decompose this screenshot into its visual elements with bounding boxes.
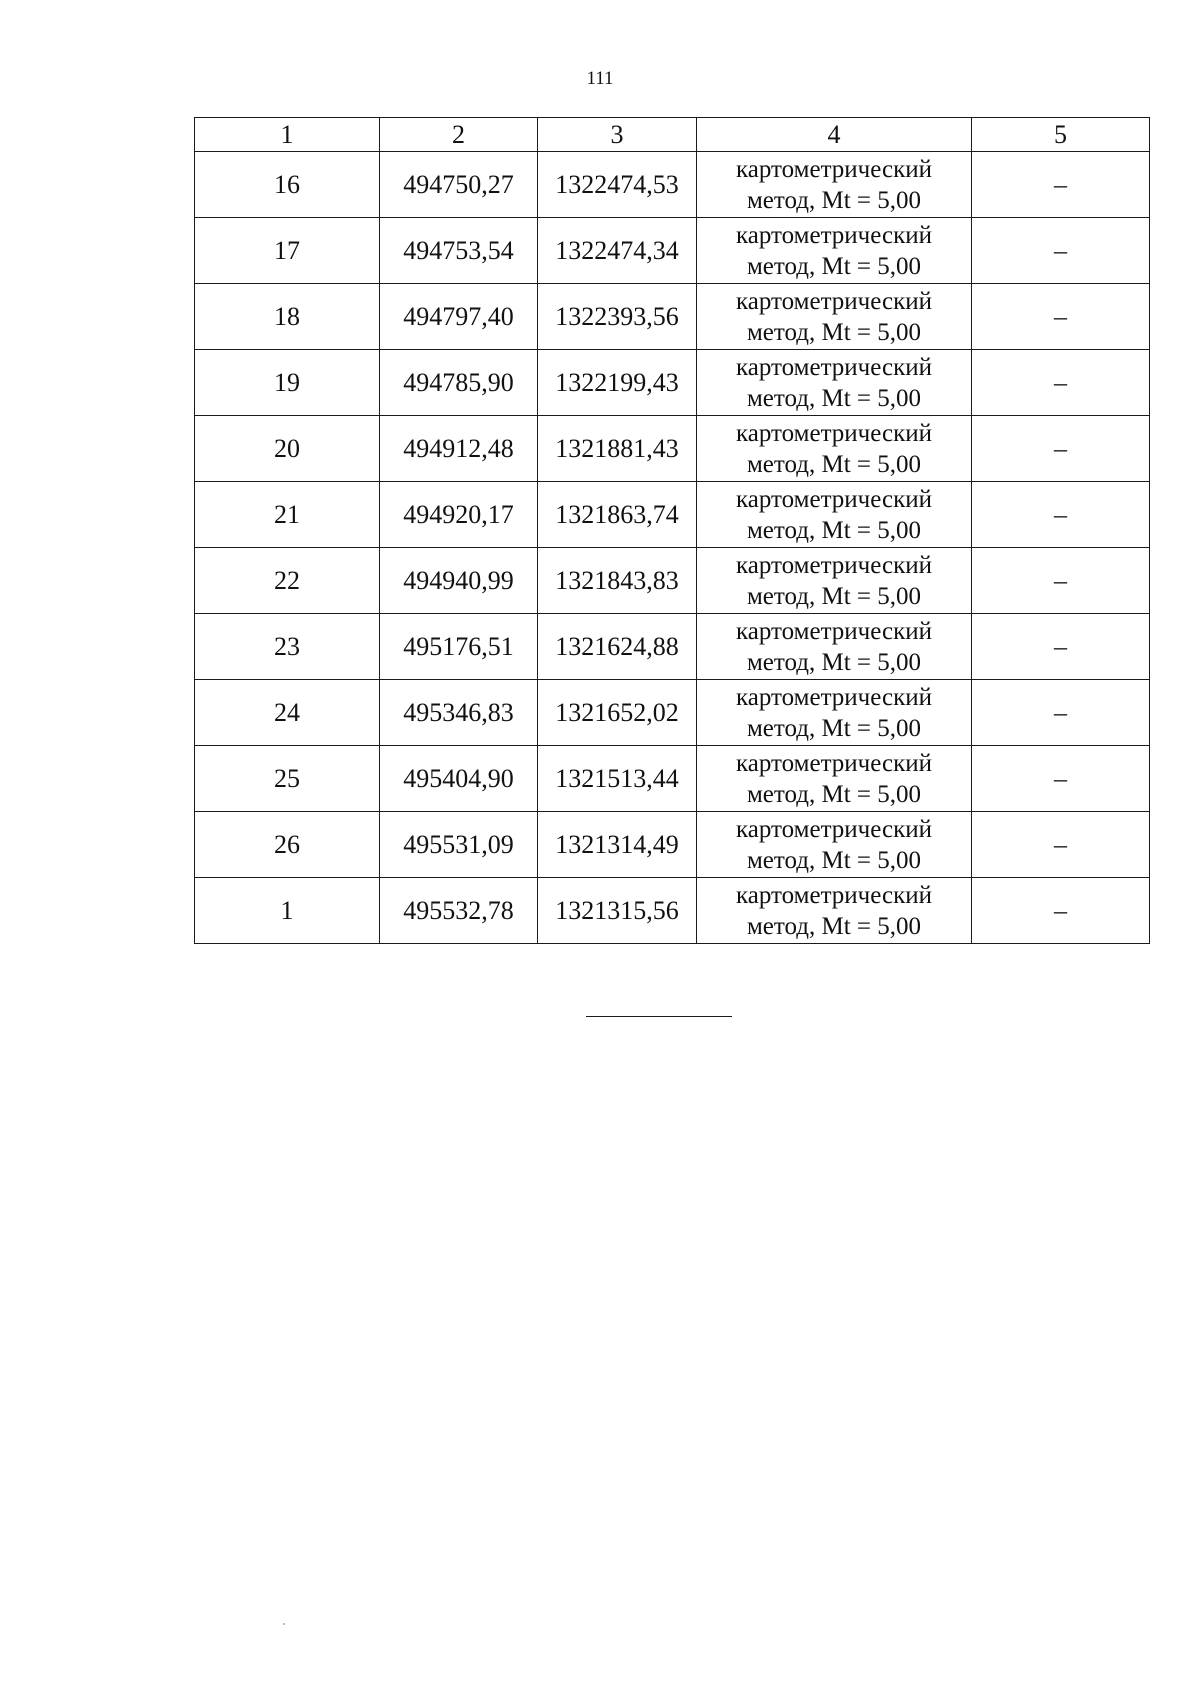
- method-line-1: картометрический: [736, 287, 932, 315]
- y-coordinate-cell: 1321513,44: [538, 746, 697, 812]
- x-coordinate-cell: 495404,90: [380, 746, 538, 812]
- y-coordinate-cell: 1321652,02: [538, 680, 697, 746]
- method-cell: [697, 284, 972, 350]
- note-cell: –: [972, 218, 1150, 284]
- y-coordinate-cell: 1321314,49: [538, 812, 697, 878]
- method-line-2: метод, Mt = 5,00: [746, 186, 922, 214]
- y-coordinate-cell: 1322474,34: [538, 218, 697, 284]
- method-cell: [697, 152, 972, 218]
- scan-speck: [283, 1623, 285, 1625]
- y-coordinate-cell: 1322199,43: [538, 350, 697, 416]
- note-cell: –: [972, 350, 1150, 416]
- note-cell: –: [972, 416, 1150, 482]
- x-coordinate-cell: 494912,48: [380, 416, 538, 482]
- method-line-2: метод, Mt = 5,00: [746, 912, 922, 940]
- column-header-1: 1: [195, 118, 380, 152]
- method-cell: [697, 350, 972, 416]
- note-cell: –: [972, 812, 1150, 878]
- point-number-cell: 1: [195, 878, 380, 944]
- method-line-2: метод, Mt = 5,00: [746, 648, 922, 676]
- x-coordinate-cell: 494940,99: [380, 548, 538, 614]
- method-line-1: картометрический: [736, 749, 932, 777]
- point-number-cell: 24: [195, 680, 380, 746]
- column-header-2: 2: [380, 118, 538, 152]
- method-line-1: картометрический: [736, 419, 932, 447]
- table-row: [195, 350, 1150, 416]
- point-number-cell: 16: [195, 152, 380, 218]
- x-coordinate-cell: 495176,51: [380, 614, 538, 680]
- column-header-4: 4: [697, 118, 972, 152]
- point-number-cell: 19: [195, 350, 380, 416]
- point-number-cell: 18: [195, 284, 380, 350]
- method-line-2: метод, Mt = 5,00: [746, 846, 922, 874]
- table-row: [195, 284, 1150, 350]
- point-number-cell: 21: [195, 482, 380, 548]
- point-number-cell: 17: [195, 218, 380, 284]
- method-line-1: картометрический: [736, 485, 932, 513]
- method-line-2: метод, Mt = 5,00: [746, 714, 922, 742]
- x-coordinate-cell: 494785,90: [380, 350, 538, 416]
- page-number: 111: [586, 68, 614, 89]
- note-cell: –: [972, 284, 1150, 350]
- column-header-3: 3: [538, 118, 697, 152]
- table-header-row: [195, 118, 1150, 152]
- method-line-1: картометрический: [736, 155, 932, 183]
- method-cell: [697, 548, 972, 614]
- method-line-1: картометрический: [736, 683, 932, 711]
- method-cell: [697, 614, 972, 680]
- table-row: [195, 746, 1150, 812]
- table-row: [195, 548, 1150, 614]
- table-row: [195, 482, 1150, 548]
- table-row: [195, 218, 1150, 284]
- method-line-1: картометрический: [736, 551, 932, 579]
- method-cell: [697, 746, 972, 812]
- point-number-cell: 22: [195, 548, 380, 614]
- method-line-2: метод, Mt = 5,00: [746, 516, 922, 544]
- y-coordinate-cell: 1321315,56: [538, 878, 697, 944]
- y-coordinate-cell: 1322474,53: [538, 152, 697, 218]
- table-row: [195, 680, 1150, 746]
- point-number-cell: 20: [195, 416, 380, 482]
- table-row: [195, 878, 1150, 944]
- end-divider-line: [586, 1016, 732, 1017]
- y-coordinate-cell: 1321843,83: [538, 548, 697, 614]
- y-coordinate-cell: 1321881,43: [538, 416, 697, 482]
- point-number-cell: 23: [195, 614, 380, 680]
- point-number-cell: 26: [195, 812, 380, 878]
- table-row: [195, 152, 1150, 218]
- method-line-2: метод, Mt = 5,00: [746, 780, 922, 808]
- method-line-1: картометрический: [736, 353, 932, 381]
- method-cell: [697, 218, 972, 284]
- x-coordinate-cell: 494797,40: [380, 284, 538, 350]
- y-coordinate-cell: 1321863,74: [538, 482, 697, 548]
- x-coordinate-cell: 494750,27: [380, 152, 538, 218]
- coordinates-table-container: [194, 117, 1149, 944]
- x-coordinate-cell: 495532,78: [380, 878, 538, 944]
- note-cell: –: [972, 746, 1150, 812]
- coordinates-table: [194, 117, 1150, 944]
- table-body: [195, 152, 1150, 944]
- method-line-1: картометрический: [736, 221, 932, 249]
- table-row: [195, 614, 1150, 680]
- note-cell: –: [972, 482, 1150, 548]
- method-line-2: метод, Mt = 5,00: [746, 252, 922, 280]
- method-line-1: картометрический: [736, 617, 932, 645]
- x-coordinate-cell: 495346,83: [380, 680, 538, 746]
- method-cell: [697, 680, 972, 746]
- y-coordinate-cell: 1322393,56: [538, 284, 697, 350]
- method-line-2: метод, Mt = 5,00: [746, 450, 922, 478]
- method-cell: [697, 482, 972, 548]
- note-cell: –: [972, 878, 1150, 944]
- method-line-1: картометрический: [736, 815, 932, 843]
- method-line-1: картометрический: [736, 881, 932, 909]
- x-coordinate-cell: 495531,09: [380, 812, 538, 878]
- note-cell: –: [972, 152, 1150, 218]
- method-cell: [697, 416, 972, 482]
- method-cell: [697, 878, 972, 944]
- table-row: [195, 812, 1150, 878]
- point-number-cell: 25: [195, 746, 380, 812]
- note-cell: –: [972, 548, 1150, 614]
- x-coordinate-cell: 494753,54: [380, 218, 538, 284]
- note-cell: –: [972, 614, 1150, 680]
- method-line-2: метод, Mt = 5,00: [746, 582, 922, 610]
- method-line-2: метод, Mt = 5,00: [746, 384, 922, 412]
- x-coordinate-cell: 494920,17: [380, 482, 538, 548]
- method-line-2: метод, Mt = 5,00: [746, 318, 922, 346]
- y-coordinate-cell: 1321624,88: [538, 614, 697, 680]
- column-header-5: 5: [972, 118, 1150, 152]
- method-cell: [697, 812, 972, 878]
- note-cell: –: [972, 680, 1150, 746]
- table-row: [195, 416, 1150, 482]
